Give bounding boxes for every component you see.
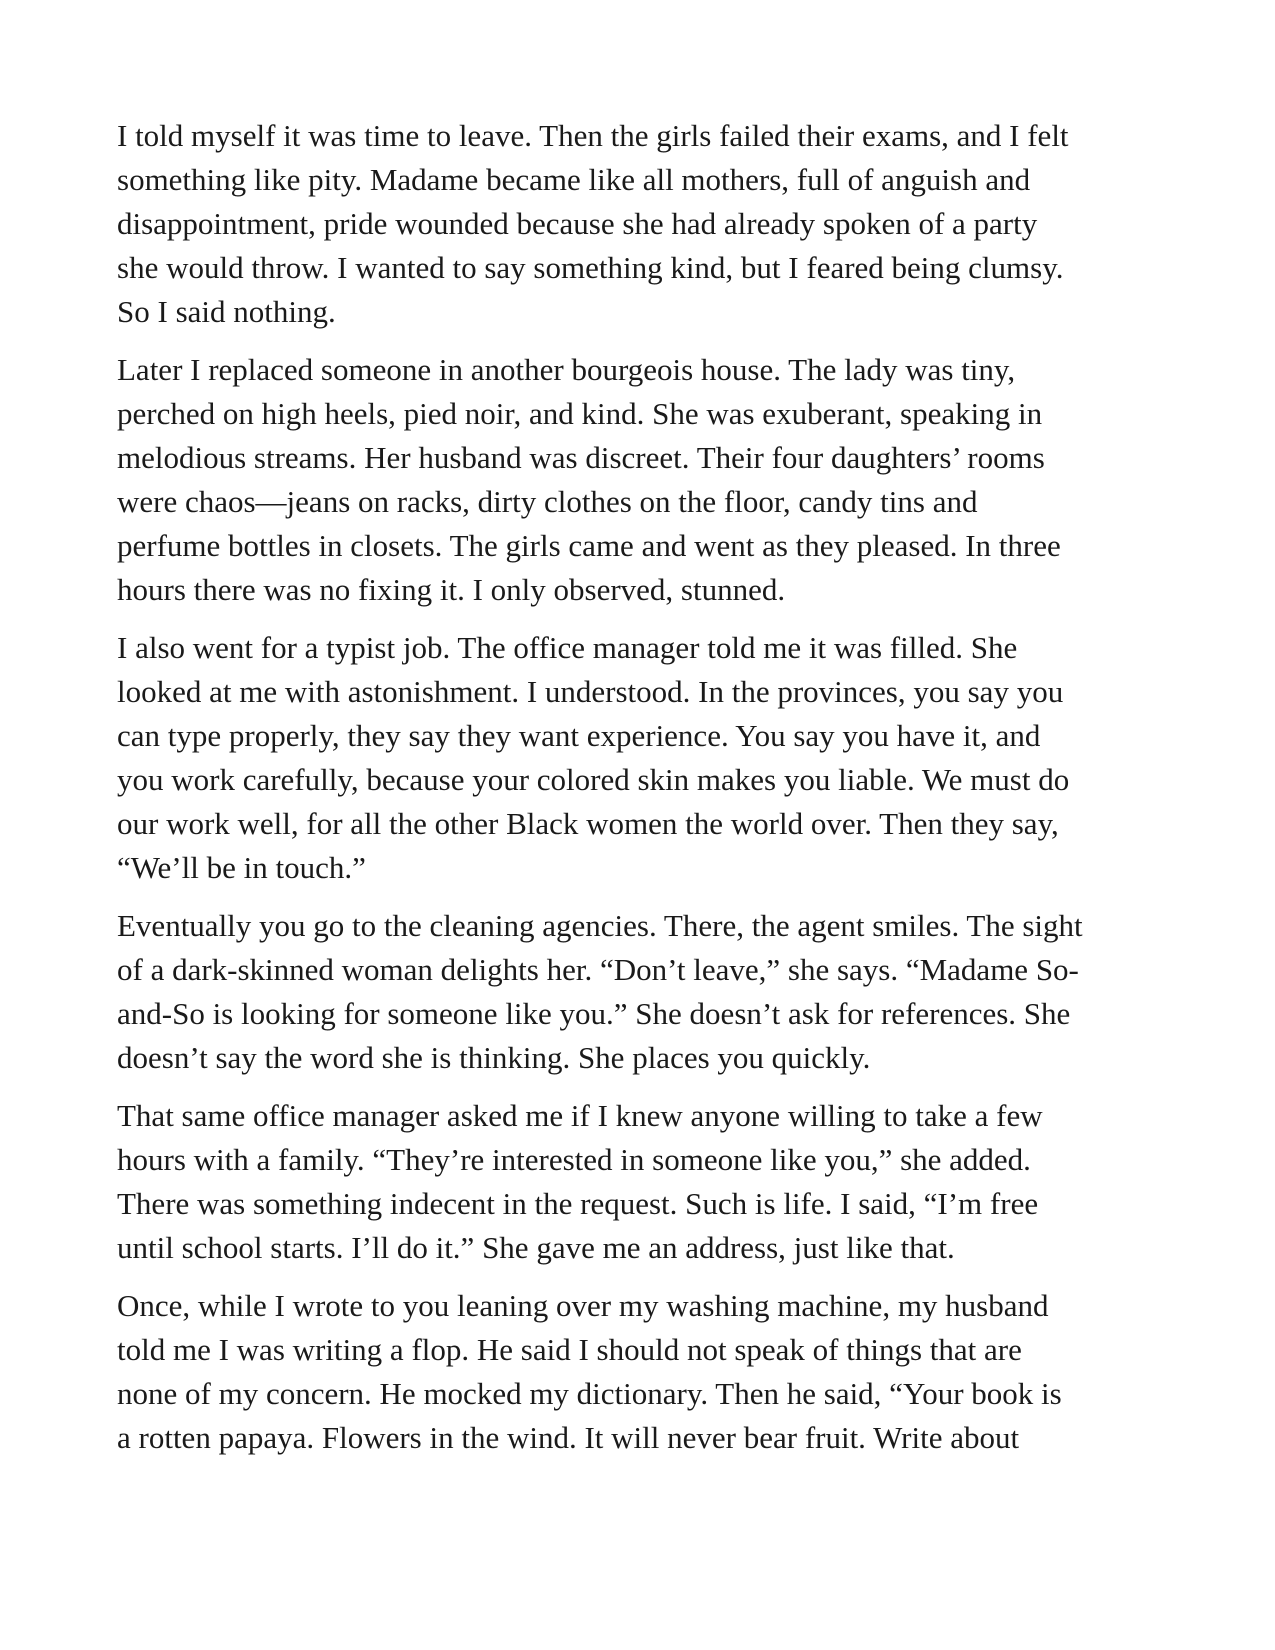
text-line: told me I was writing a flop. He said I should not speak of things that are <box>117 1332 1022 1367</box>
text-line: looked at me with astonishment. I understood. In the provinces, you say you <box>117 674 1064 709</box>
text-line: That same office manager asked me if I knew anyone willing to take a few <box>117 1098 1043 1133</box>
text-line: of a dark-skinned woman delights her. “Don’t leave,” she says. “Madame So- <box>117 952 1079 987</box>
text-line: something like pity. Madame became like all mothers, full of anguish and <box>117 162 1031 197</box>
text-line: melodious streams. Her husband was discreet. Their four daughters’ rooms <box>117 440 1045 475</box>
text-line: I told myself it was time to leave. Then the girls failed their exams, and I felt <box>117 118 1069 153</box>
text-line: were chaos—jeans on racks, dirty clothes on the floor, candy tins and <box>117 484 978 519</box>
text-line: and-So is looking for someone like you.” She doesn’t ask for references. She <box>117 996 1071 1031</box>
text-line: Eventually you go to the cleaning agencies. There, the agent smiles. The sight <box>117 908 1083 943</box>
paragraph-2 <box>117 348 1167 612</box>
body-text <box>117 114 1167 1474</box>
paragraph-3 <box>117 626 1167 890</box>
text-line: can type properly, they say they want experience. You say you have it, and <box>117 718 1041 753</box>
text-line: There was something indecent in the request. Such is life. I said, “I’m free <box>117 1186 1039 1221</box>
paragraph-1 <box>117 114 1167 334</box>
text-line: until school starts. I’ll do it.” She gave me an address, just like that. <box>117 1230 955 1265</box>
text-line: hours there was no fixing it. I only observed, stunned. <box>117 572 786 607</box>
text-line: Once, while I wrote to you leaning over my washing machine, my husband <box>117 1288 1049 1323</box>
paragraph-5 <box>117 1094 1167 1270</box>
text-line: she would throw. I wanted to say something kind, but I feared being clumsy. <box>117 250 1064 285</box>
text-line: “We’ll be in touch.” <box>117 850 366 885</box>
text-line: a rotten papaya. Flowers in the wind. It will never bear fruit. Write about <box>117 1420 1020 1455</box>
text-line: Later I replaced someone in another bourgeois house. The lady was tiny, <box>117 352 1016 387</box>
text-line: hours with a family. “They’re interested in someone like you,” she added. <box>117 1142 1031 1177</box>
text-line: disappointment, pride wounded because she had already spoken of a party <box>117 206 1038 241</box>
text-line: our work well, for all the other Black women the world over. Then they say, <box>117 806 1059 841</box>
paragraph-4 <box>117 904 1167 1080</box>
text-line: perfume bottles in closets. The girls came and went as they pleased. In three <box>117 528 1061 563</box>
text-line: you work carefully, because your colored skin makes you liable. We must do <box>117 762 1070 797</box>
text-line: perched on high heels, pied noir, and kind. She was exuberant, speaking in <box>117 396 1043 431</box>
paragraph-6 <box>117 1284 1167 1460</box>
text-line: So I said nothing. <box>117 294 336 329</box>
text-line: none of my concern. He mocked my dictionary. Then he said, “Your book is <box>117 1376 1062 1411</box>
text-line: I also went for a typist job. The office manager told me it was filled. She <box>117 630 1018 665</box>
text-line: doesn’t say the word she is thinking. She places you quickly. <box>117 1040 871 1075</box>
